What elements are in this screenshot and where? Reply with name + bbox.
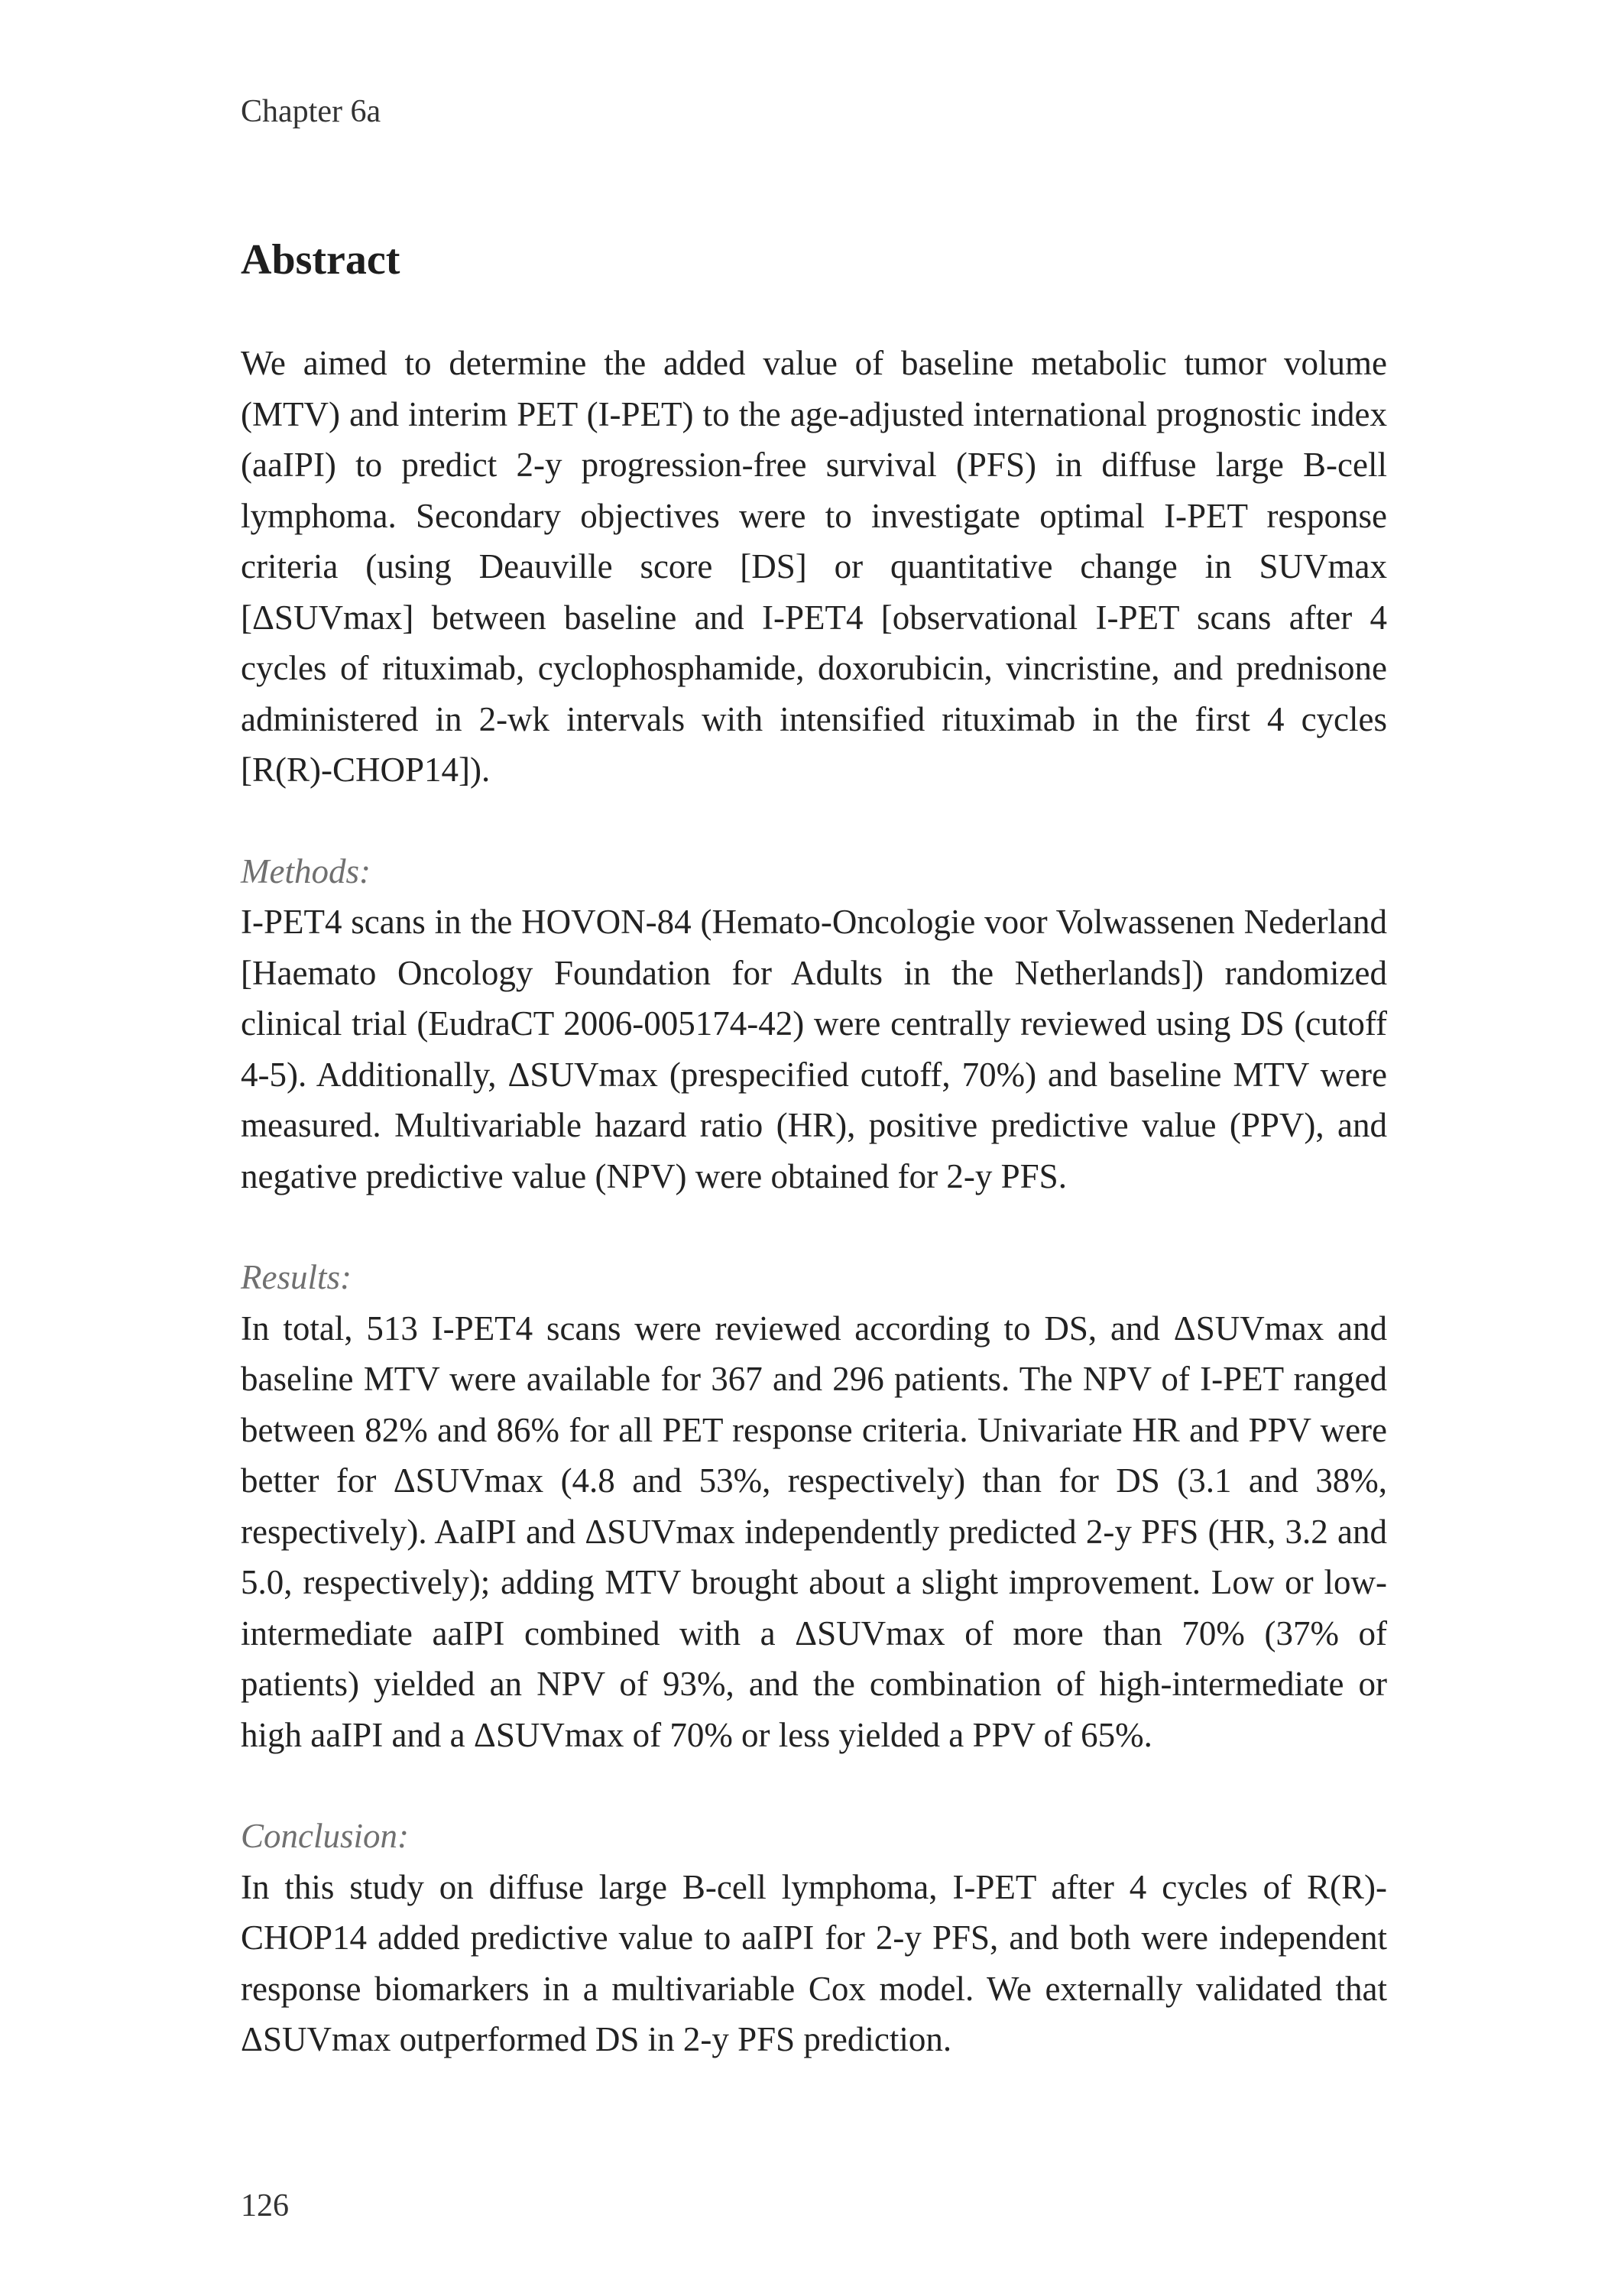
methods-paragraph: I-PET4 scans in the HOVON-84 (Hemato-Oncologie voor Volwassenen Nederland [Haemato Oncology Foundation for Adults in the Netherlands]) randomized clinical trial (EudraCT 2006-005174-42) were centrally reviewed using DS (cutoff 4-5). Additionally, ΔSUVmax (prespecified cutoff, 70%) and baseline MTV were measured. Multivariable hazard ratio (HR), positive predictive value (PPV), and negative predictive value (NPV) were obtained for 2-y PFS. bbox=[241, 903, 1387, 1195]
abstract-body bbox=[241, 229, 1387, 2065]
methods-section bbox=[241, 846, 1387, 1202]
abstract-intro-paragraph: We aimed to determine the added value of baseline metabolic tumor volume (MTV) and interim PET (I-PET) to the age-adjusted international prognostic index (aaIPI) to predict 2-y progression-free survival (PFS) in diffuse large B-cell lymphoma. Secondary objectives were to investigate optimal I-PET response criteria (using Deauville score [DS] or quantitative change in SUVmax [ΔSUVmax] between baseline and I-PET4 [observational I-PET scans after 4 cycles of rituximab, cyclophosphamide, doxorubicin, vincristine, and prednisone administered in 2-wk intervals with intensified rituximab in the first 4 cycles [R(R)-CHOP14]). bbox=[241, 344, 1387, 789]
conclusion-heading: Conclusion: bbox=[241, 1817, 409, 1855]
results-paragraph: In total, 513 I-PET4 scans were reviewed according to DS, and ΔSUVmax and baseline MTV were available for 367 and 296 patients. The NPV of I-PET ranged between 82% and 86% for all PET response criteria. Univariate HR and PPV were better for ΔSUVmax (4.8 and 53%, respectively) than for DS (3.1 and 38%, respectively). AaIPI and ΔSUVmax independently predicted 2-y PFS (HR, 3.2 and 5.0, respectively); adding MTV brought about a slight improvement. Low or low-intermediate aaIPI combined with a ΔSUVmax of more than 70% (37% of patients) yielded an NPV of 93%, and the combination of high-intermediate or high aaIPI and a ΔSUVmax of 70% or less yielded a PPV of 65%. bbox=[241, 1309, 1387, 1754]
page-number: 126 bbox=[241, 2188, 289, 2223]
conclusion-paragraph: In this study on diffuse large B-cell lymphoma, I-PET after 4 cycles of R(R)-CHOP14 added predictive value to aaIPI for 2-y PFS, and both were independent response biomarkers in a multivariable Cox model. We externally validated that ΔSUVmax outperformed DS in 2-y PFS prediction. bbox=[241, 1867, 1387, 2058]
abstract-title: Abstract bbox=[241, 236, 400, 284]
conclusion-section bbox=[241, 1811, 1387, 2065]
results-section bbox=[241, 1252, 1387, 1760]
methods-heading: Methods: bbox=[241, 851, 371, 890]
results-heading: Results: bbox=[241, 1258, 352, 1296]
running-head: Chapter 6a bbox=[241, 94, 381, 129]
